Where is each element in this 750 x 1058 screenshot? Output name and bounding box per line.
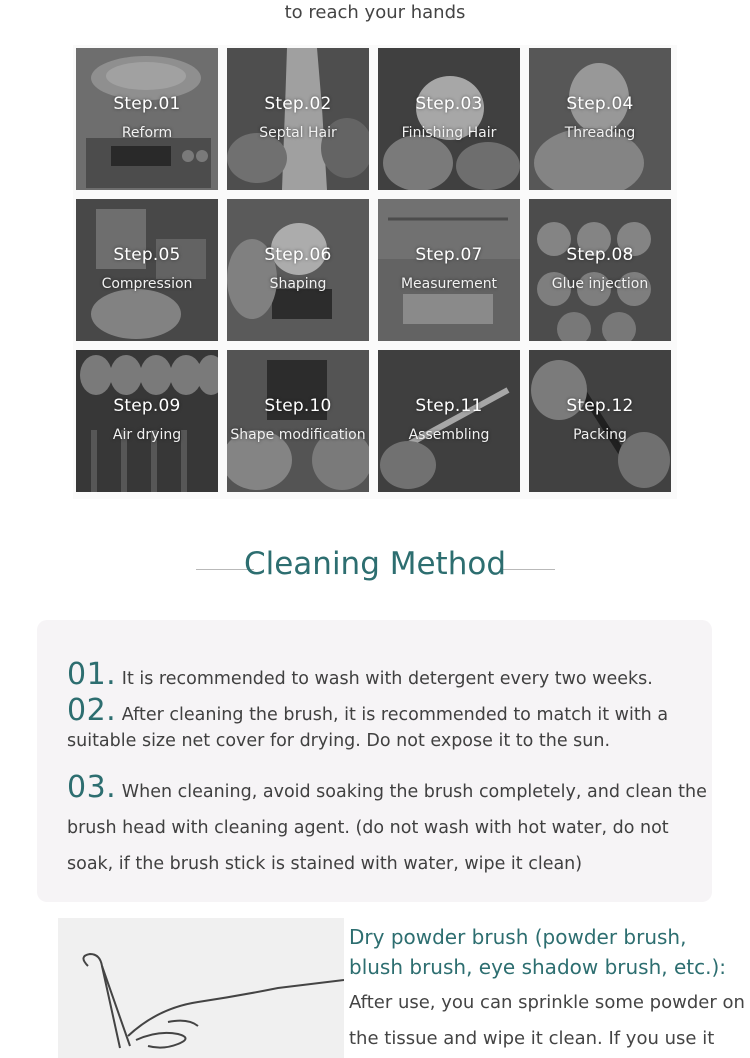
brush-illustration	[58, 918, 344, 1058]
step-name: Threading	[564, 125, 636, 141]
intro-text: to reach your hands	[284, 2, 466, 23]
step-number: Step.10	[264, 396, 332, 416]
step-card	[378, 350, 520, 492]
cleaning-item-number: 01.	[67, 657, 117, 692]
step-card	[529, 199, 671, 341]
step-name: Air drying	[112, 427, 182, 443]
step-card	[227, 199, 369, 341]
step-name: Assembling	[408, 427, 490, 443]
step-number: Step.07	[415, 245, 483, 265]
step-card	[378, 199, 520, 341]
step-number: Step.01	[113, 94, 181, 114]
cleaning-item-text: It is recommended to wash with detergent every two weeks.	[121, 669, 653, 689]
step-name: Shape modification	[230, 427, 366, 443]
step-number: Step.08	[566, 245, 634, 265]
step-card	[76, 48, 218, 190]
cleaning-method-card	[37, 620, 712, 902]
hand-holding-brush-sketch	[58, 918, 344, 1058]
step-number: Step.09	[113, 396, 181, 416]
step-name: Shaping	[269, 276, 327, 292]
cleaning-item	[67, 693, 707, 754]
cleaning-item	[67, 770, 707, 882]
cleaning-item-number: 03.	[67, 770, 117, 805]
step-number: Step.04	[566, 94, 634, 114]
dry-brush-body: After use, you can sprinkle some powder on the tissue and wipe it clean. If you use it	[349, 992, 745, 1049]
step-card	[227, 48, 369, 190]
step-name: Reform	[121, 125, 173, 141]
step-name: Packing	[573, 427, 627, 443]
cleaning-item-text: After cleaning the brush, it is recommended to match it with a suitable size net cover for drying. Do not expose it to the sun.	[67, 705, 669, 751]
step-card	[227, 350, 369, 492]
step-name: Septal Hair	[259, 125, 337, 141]
cleaning-heading-row	[0, 546, 750, 590]
cleaning-item-text: When cleaning, avoid soaking the brush completely, and clean the brush head with cleaning agent. (do not wash with hot water, do not soak, if the brush stick is stained with water, wipe it clean)	[67, 782, 707, 874]
step-number: Step.11	[415, 396, 483, 416]
step-card	[76, 350, 218, 492]
cleaning-item	[67, 657, 707, 692]
dry-brush-title: Dry powder brush (powder brush, blush brush, eye shadow brush, etc.):	[349, 925, 727, 979]
step-card	[529, 48, 671, 190]
step-card	[529, 350, 671, 492]
step-name: Finishing Hair	[401, 125, 497, 141]
cleaning-method-heading: Cleaning Method	[243, 546, 507, 582]
step-name: Measurement	[400, 276, 498, 292]
cleaning-item-number: 02.	[67, 693, 117, 728]
step-number: Step.06	[264, 245, 332, 265]
step-number: Step.12	[566, 396, 634, 416]
production-steps-grid	[73, 45, 677, 499]
step-name: Glue injection	[551, 276, 649, 292]
step-name: Compression	[101, 276, 193, 292]
step-number: Step.02	[264, 94, 332, 114]
step-card	[378, 48, 520, 190]
step-card	[76, 199, 218, 341]
step-number: Step.05	[113, 245, 181, 265]
step-number: Step.03	[415, 94, 483, 114]
